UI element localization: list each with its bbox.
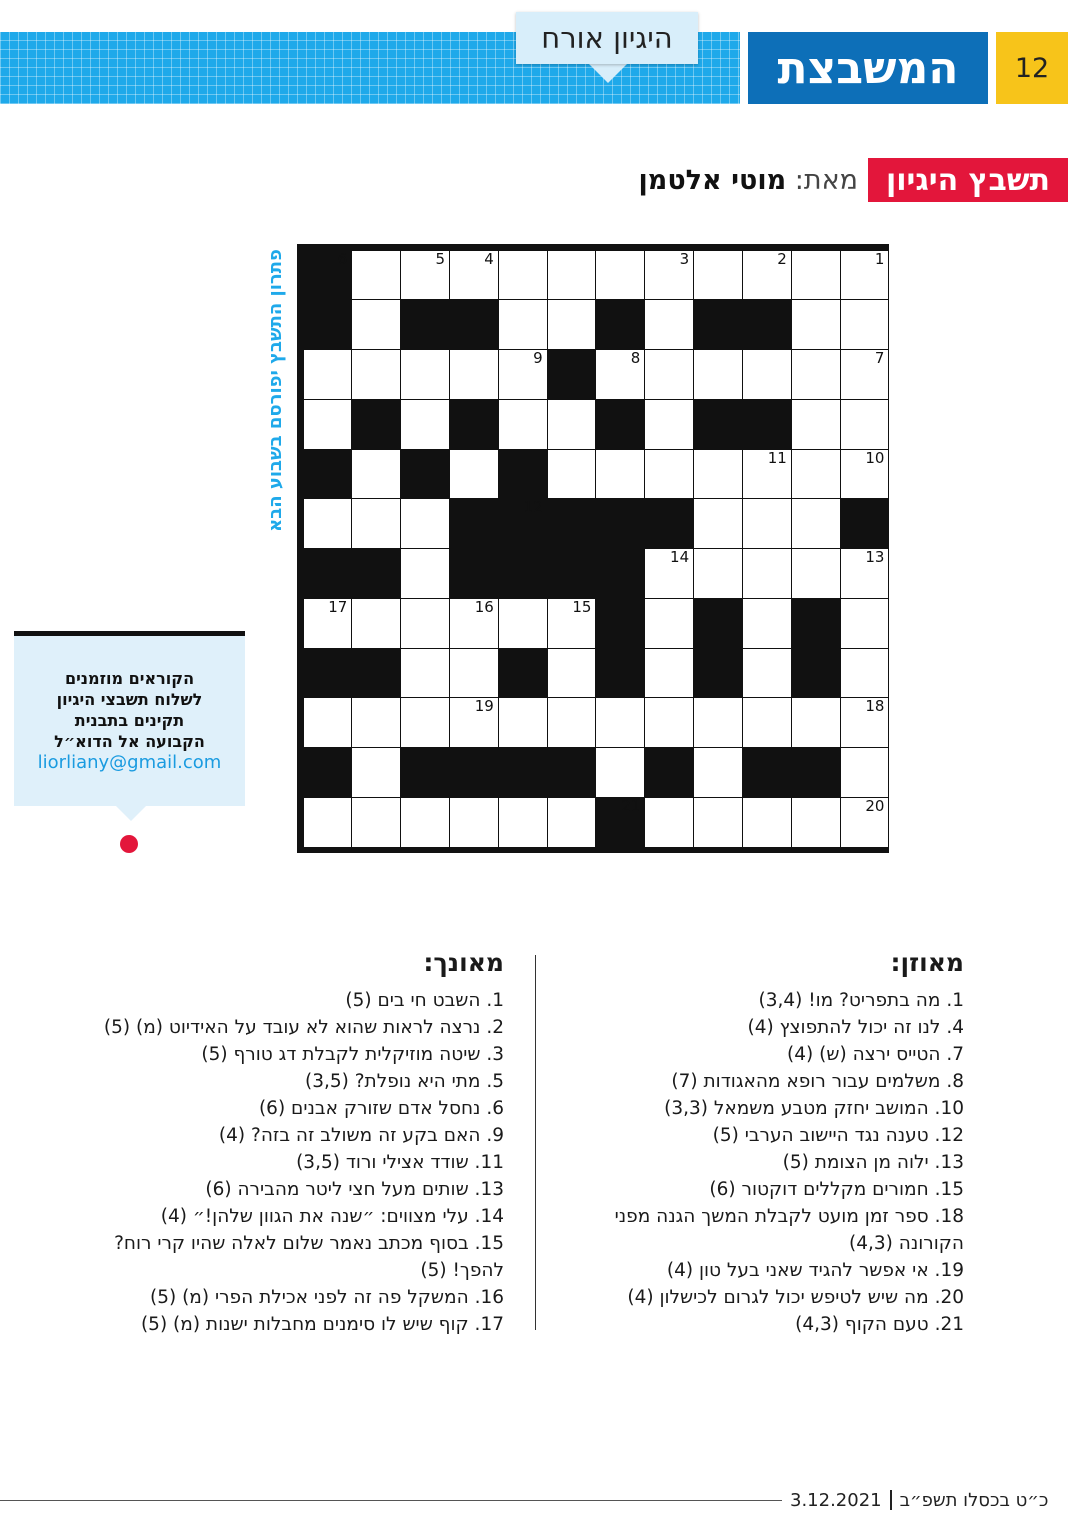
grid-cell[interactable] xyxy=(645,649,693,698)
clue-number: 3 xyxy=(679,249,690,268)
clue-number: 12 xyxy=(523,498,543,517)
clue-number: 10 xyxy=(865,448,885,467)
grid-cell[interactable] xyxy=(450,698,498,747)
grid-cell[interactable] xyxy=(304,499,352,548)
grid-cell[interactable] xyxy=(352,698,400,747)
grid-cell[interactable] xyxy=(841,400,889,449)
readers-line: לשלוח תשבצי היגיון xyxy=(56,690,203,709)
black-cell xyxy=(352,400,400,449)
black-cell xyxy=(548,499,596,548)
footer-separator xyxy=(890,1490,892,1510)
grid-cell[interactable] xyxy=(645,798,693,847)
black-cell xyxy=(596,798,644,847)
grid-cell[interactable] xyxy=(645,698,693,747)
black-cell xyxy=(792,748,840,797)
grid-cell[interactable] xyxy=(792,549,840,598)
byline xyxy=(560,158,858,202)
grid-cell[interactable] xyxy=(694,748,742,797)
readers-box-tail xyxy=(115,805,147,821)
across-clue: 7. הטייס ירצה (ש) (4) xyxy=(787,1044,964,1065)
down-clue: 13. שותים מעל חצי ליטר מהבירה (6) xyxy=(205,1179,504,1200)
grid-cell[interactable] xyxy=(450,599,498,648)
grid-cell[interactable] xyxy=(401,599,449,648)
grid-cell[interactable] xyxy=(401,251,449,300)
down-clue: 2. נרצה לראות שהוא לא עובד על האידיוט (מ) (5) xyxy=(103,1017,504,1038)
footer-rule xyxy=(0,1500,782,1501)
down-clue: 17. קוף שיש לו סימנים מחבלות ישנות (מ) (5) xyxy=(140,1314,504,1335)
grid-cell[interactable] xyxy=(792,698,840,747)
grid-cell[interactable] xyxy=(792,499,840,548)
clue-number: 19 xyxy=(474,697,494,716)
down-clue: 3. שיטה מוזיקלית לקבלת דג טורף (5) xyxy=(201,1044,504,1065)
grid-cell[interactable] xyxy=(401,649,449,698)
grid-cell[interactable] xyxy=(548,251,596,300)
grid-cell[interactable] xyxy=(743,599,791,648)
black-cell xyxy=(499,748,547,797)
black-cell xyxy=(499,499,547,548)
black-cell xyxy=(596,300,644,349)
grid-cell[interactable] xyxy=(548,798,596,847)
crossword-grid xyxy=(297,244,889,853)
grid-cell[interactable] xyxy=(694,251,742,300)
grid-cell[interactable] xyxy=(596,251,644,300)
grid-cell[interactable] xyxy=(743,251,791,300)
black-cell xyxy=(596,499,644,548)
black-cell xyxy=(548,748,596,797)
grid-cell[interactable] xyxy=(304,350,352,399)
clue-number: 20 xyxy=(865,796,885,815)
clue-number: 2 xyxy=(777,249,787,268)
grid-cell[interactable] xyxy=(352,251,400,300)
grid-cell[interactable] xyxy=(743,450,791,499)
grid-cell[interactable] xyxy=(352,499,400,548)
clue-number: 14 xyxy=(670,548,690,566)
grid-cell[interactable] xyxy=(792,350,840,399)
grid-cell[interactable] xyxy=(499,300,547,349)
across-clue: 20. מה שיש לטיפש יכול לגרום לכישלון (4) xyxy=(627,1287,964,1308)
black-cell xyxy=(304,300,352,349)
black-cell xyxy=(645,748,693,797)
clue-number: 1 xyxy=(874,249,885,268)
grid-cell[interactable] xyxy=(841,698,889,747)
across-clue: 1. מה בתפריט? מו! (3,4) xyxy=(758,990,964,1011)
black-cell xyxy=(743,748,791,797)
grid-cell[interactable] xyxy=(352,300,400,349)
black-cell xyxy=(694,649,742,698)
down-clues xyxy=(60,948,504,1338)
column-divider xyxy=(535,955,536,1330)
grid-cell[interactable] xyxy=(694,450,742,499)
grid-cell[interactable] xyxy=(352,599,400,648)
black-cell xyxy=(596,400,644,449)
across-clue: 21. טעם הקוף (4,3) xyxy=(795,1314,964,1335)
grid-cell[interactable] xyxy=(499,251,547,300)
grid-cell[interactable] xyxy=(352,748,400,797)
grid-cell[interactable] xyxy=(596,450,644,499)
grid-cell[interactable] xyxy=(743,549,791,598)
grid-cell[interactable] xyxy=(304,400,352,449)
across-clues xyxy=(560,948,964,1338)
grid-cell[interactable] xyxy=(499,599,547,648)
black-cell xyxy=(401,748,449,797)
grid-cell[interactable] xyxy=(401,350,449,399)
black-cell xyxy=(450,300,498,349)
down-clue: 14. עלי מצווים: ״שנה את הגוון שלהן!״ (4) xyxy=(160,1206,504,1227)
down-clue: 1. השבט חי בים (5) xyxy=(345,990,504,1011)
grid-cell[interactable] xyxy=(743,698,791,747)
black-cell xyxy=(450,400,498,449)
grid-cell[interactable] xyxy=(694,350,742,399)
across-clue: 19. אי אפשר להגיד שאני בעל טון (4) xyxy=(666,1260,964,1281)
black-cell xyxy=(694,400,742,449)
readers-line: הקוראים מוזמנים xyxy=(64,669,195,688)
puzzle-title-tag: תשבץ היגיון xyxy=(868,158,1068,202)
grid-cell[interactable] xyxy=(401,499,449,548)
black-cell xyxy=(499,450,547,499)
black-cell xyxy=(743,400,791,449)
black-cell xyxy=(596,599,644,648)
grid-cell[interactable] xyxy=(645,599,693,648)
clue-number: 4 xyxy=(484,249,494,268)
solution-note-text: פתרון התשבץ יפורסם בשבוע הבא xyxy=(264,248,286,532)
black-cell xyxy=(401,300,449,349)
black-cell xyxy=(499,549,547,598)
black-cell xyxy=(450,499,498,548)
grid-cell[interactable] xyxy=(792,251,840,300)
grid-cell[interactable] xyxy=(548,400,596,449)
grid-cell[interactable] xyxy=(694,698,742,747)
black-cell xyxy=(743,300,791,349)
clue-number: 21 xyxy=(621,796,641,815)
grid-cell[interactable] xyxy=(841,649,889,698)
down-clue: 11. שודד אצילי ורוד (3,5) xyxy=(296,1152,504,1173)
black-cell xyxy=(304,649,352,698)
clue-number: 11 xyxy=(767,448,787,467)
gregorian-date: 3.12.2021 xyxy=(790,1489,882,1511)
down-clue: 5. מתי היא נופלת? (3,5) xyxy=(305,1071,504,1092)
grid-cell[interactable] xyxy=(841,251,889,300)
grid-cell[interactable] xyxy=(792,400,840,449)
down-clue: 15. בסוף מכתב נאמר שלום לאלה שהיו קרי רוח? להפך! (5) xyxy=(114,1233,504,1281)
across-clue-list xyxy=(560,987,964,1338)
across-clue: 15. חמורים מקללים דוקטור (6) xyxy=(709,1179,964,1200)
clue-number: 5 xyxy=(435,249,445,268)
readers-invite-box xyxy=(14,636,245,806)
black-cell xyxy=(792,649,840,698)
grid-cell[interactable] xyxy=(450,350,498,399)
across-clue: 13. ילוה מן הצומת (5) xyxy=(782,1152,964,1173)
readers-line: תקינים בתבנית xyxy=(74,711,185,730)
grid-cell[interactable] xyxy=(743,499,791,548)
grid-cell[interactable] xyxy=(694,798,742,847)
black-cell xyxy=(499,649,547,698)
black-cell xyxy=(596,549,644,598)
solution-note xyxy=(262,245,288,535)
across-clue: 8. משלמים עבור רופא מהאגודות (7) xyxy=(671,1071,964,1092)
clue-number: 6 xyxy=(337,249,348,268)
grid-cell[interactable] xyxy=(450,649,498,698)
grid-cell[interactable] xyxy=(499,698,547,747)
black-cell xyxy=(450,748,498,797)
byline-prefix: מאת: xyxy=(794,164,858,196)
grid-cell[interactable] xyxy=(841,748,889,797)
grid-cell[interactable] xyxy=(548,300,596,349)
grid-cell[interactable] xyxy=(401,549,449,598)
grid-cell[interactable] xyxy=(743,798,791,847)
clue-number: 16 xyxy=(474,597,494,616)
guest-logic-bubble: היגיון אורח xyxy=(516,12,698,64)
down-clue: 9. האם בקע זה משולב זה בזה? (4) xyxy=(218,1125,504,1146)
grid-cell[interactable] xyxy=(645,300,693,349)
grid-cell[interactable] xyxy=(694,549,742,598)
grid-cell[interactable] xyxy=(645,251,693,300)
grid-cell[interactable] xyxy=(401,798,449,847)
grid-cell[interactable] xyxy=(792,300,840,349)
grid-cell[interactable] xyxy=(645,400,693,449)
clue-number: 9 xyxy=(533,349,543,367)
clue-number: 8 xyxy=(630,349,641,367)
black-cell xyxy=(792,599,840,648)
grid-cell[interactable] xyxy=(841,300,889,349)
across-title: מאוזן: xyxy=(890,948,964,977)
black-cell xyxy=(645,499,693,548)
grid-cell[interactable] xyxy=(645,450,693,499)
black-cell xyxy=(694,300,742,349)
grid-cell[interactable] xyxy=(450,450,498,499)
clue-number: 13 xyxy=(865,548,885,566)
black-cell xyxy=(304,549,352,598)
grid-cell[interactable] xyxy=(548,450,596,499)
black-cell xyxy=(352,649,400,698)
grid-cell[interactable] xyxy=(743,350,791,399)
black-cell xyxy=(304,251,352,300)
hebrew-date: כ״ט בכסלו תשפ״ב xyxy=(899,1489,1049,1511)
grid-cell[interactable] xyxy=(450,798,498,847)
grid-cell[interactable] xyxy=(841,350,889,399)
black-cell xyxy=(401,450,449,499)
clue-number: 7 xyxy=(874,349,885,367)
grid-cell[interactable] xyxy=(548,649,596,698)
grid-cell[interactable] xyxy=(499,798,547,847)
down-clue: 16. המשקל פה זה לפני אכילת הפרי (מ) (5) xyxy=(149,1287,504,1308)
black-cell xyxy=(548,549,596,598)
clue-number: 17 xyxy=(328,597,348,616)
grid-cell[interactable] xyxy=(792,798,840,847)
down-title: מאונך: xyxy=(423,948,504,977)
grid-cell[interactable] xyxy=(645,549,693,598)
grid-cell[interactable] xyxy=(596,698,644,747)
across-clue: 18. ספר זמן מועט לקבלת המשך הגנה מפני הקורונה (4,3) xyxy=(614,1206,964,1254)
black-cell xyxy=(694,599,742,648)
author-name: מוטי אלטמן xyxy=(638,164,787,196)
across-clue: 10. המושב יחזק מטבע משמאל (3,3) xyxy=(664,1098,964,1119)
grid-cell[interactable] xyxy=(694,499,742,548)
black-cell xyxy=(548,350,596,399)
red-dot-icon xyxy=(120,835,138,853)
black-cell xyxy=(596,649,644,698)
down-clue-list xyxy=(60,987,504,1338)
grid-cell[interactable] xyxy=(743,649,791,698)
grid-cell[interactable] xyxy=(352,798,400,847)
guest-bubble-tail xyxy=(588,63,628,83)
grid-cell[interactable] xyxy=(841,798,889,847)
grid-cell[interactable] xyxy=(401,698,449,747)
across-clue: 12. טענה נגד היישוב הערבי (5) xyxy=(712,1125,964,1146)
grid-cell[interactable] xyxy=(304,599,352,648)
grid-cell[interactable] xyxy=(792,450,840,499)
clue-number: 18 xyxy=(865,697,885,716)
footer xyxy=(790,1486,1066,1514)
grid-cell[interactable] xyxy=(645,350,693,399)
grid-cell[interactable] xyxy=(841,450,889,499)
contact-email-link[interactable]: liorliany@gmail.com xyxy=(37,752,222,773)
grid-cell[interactable] xyxy=(548,698,596,747)
readers-line: הקבועה אל הדוא״ל xyxy=(54,732,205,751)
grid-cell[interactable] xyxy=(304,698,352,747)
grid-cell[interactable] xyxy=(450,251,498,300)
black-cell xyxy=(450,549,498,598)
clue-number: 15 xyxy=(572,597,592,616)
black-cell xyxy=(304,748,352,797)
black-cell xyxy=(841,499,889,548)
grid-cell[interactable] xyxy=(304,798,352,847)
black-cell xyxy=(304,450,352,499)
grid-cell[interactable] xyxy=(548,599,596,648)
grid-cell[interactable] xyxy=(841,549,889,598)
grid-cell[interactable] xyxy=(841,599,889,648)
grid-cell[interactable] xyxy=(596,748,644,797)
grid-cell[interactable] xyxy=(401,400,449,449)
across-clue: 4. לנו זה יכול להתפוצץ (4) xyxy=(747,1017,964,1038)
grid-cell[interactable] xyxy=(499,400,547,449)
down-clue: 6. נחסל אדם שזורק אבנים (6) xyxy=(258,1098,504,1119)
black-cell xyxy=(352,549,400,598)
page-number: 12 xyxy=(996,32,1068,104)
grid-cell[interactable] xyxy=(352,450,400,499)
section-title: המשבצת xyxy=(748,32,988,104)
grid-cell[interactable] xyxy=(499,350,547,399)
grid-cell[interactable] xyxy=(596,350,644,399)
grid-cell[interactable] xyxy=(352,350,400,399)
